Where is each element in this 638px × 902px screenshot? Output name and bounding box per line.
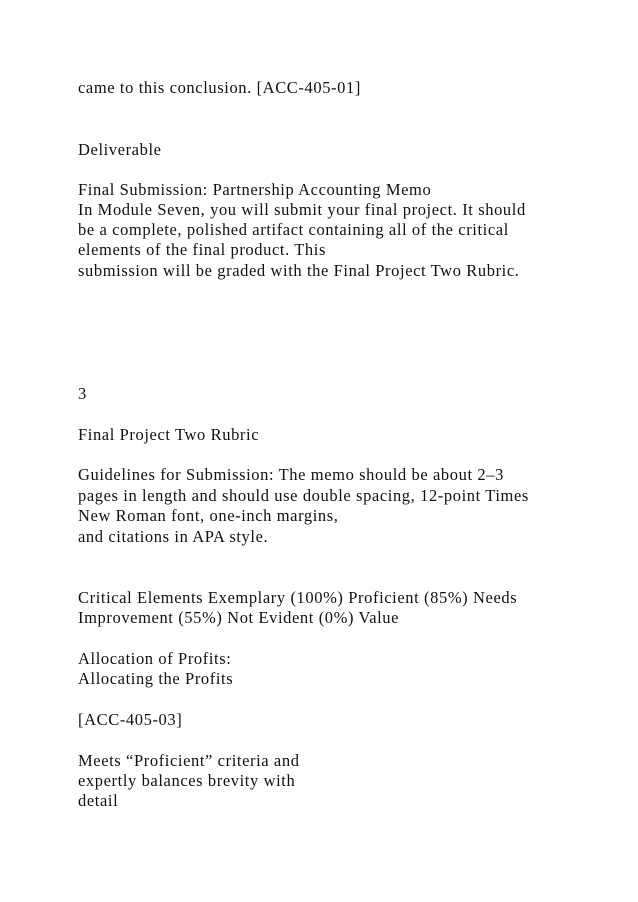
text-line: expertly balances brevity with [78,771,296,790]
text-line: Critical Elements Exemplary (100%) Proficient (85%) Needs [78,588,518,607]
text-line: be a complete, polished artifact containing all of the critical [78,220,509,239]
text-line: Improvement (55%) Not Evident (0%) Value [78,608,400,627]
text-line: Final Submission: Partnership Accounting Memo [78,180,432,199]
section-heading-rubric: Final Project Two Rubric [78,425,260,444]
text-line: elements of the final product. This [78,240,326,259]
text-line: Meets “Proficient” criteria and [78,751,300,770]
text-line: detail [78,791,119,810]
text-line: came to this conclusion. [ACC-405-01] [78,78,361,97]
text-line: [ACC-405-03] [78,710,183,729]
text-line: Allocation of Profits: [78,649,232,668]
text-line: In Module Seven, you will submit your final project. It should [78,200,526,219]
section-heading-deliverable: Deliverable [78,140,162,159]
text-line: Allocating the Profits [78,669,234,688]
text-line: pages in length and should use double spacing, 12-point Times [78,486,529,505]
text-line: New Roman font, one-inch margins, [78,506,339,525]
text-line: submission will be graded with the Final Project Two Rubric. [78,261,520,280]
text-line: Guidelines for Submission: The memo should be about 2–3 [78,465,504,484]
page-number: 3 [78,384,87,403]
text-line: and citations in APA style. [78,527,269,546]
